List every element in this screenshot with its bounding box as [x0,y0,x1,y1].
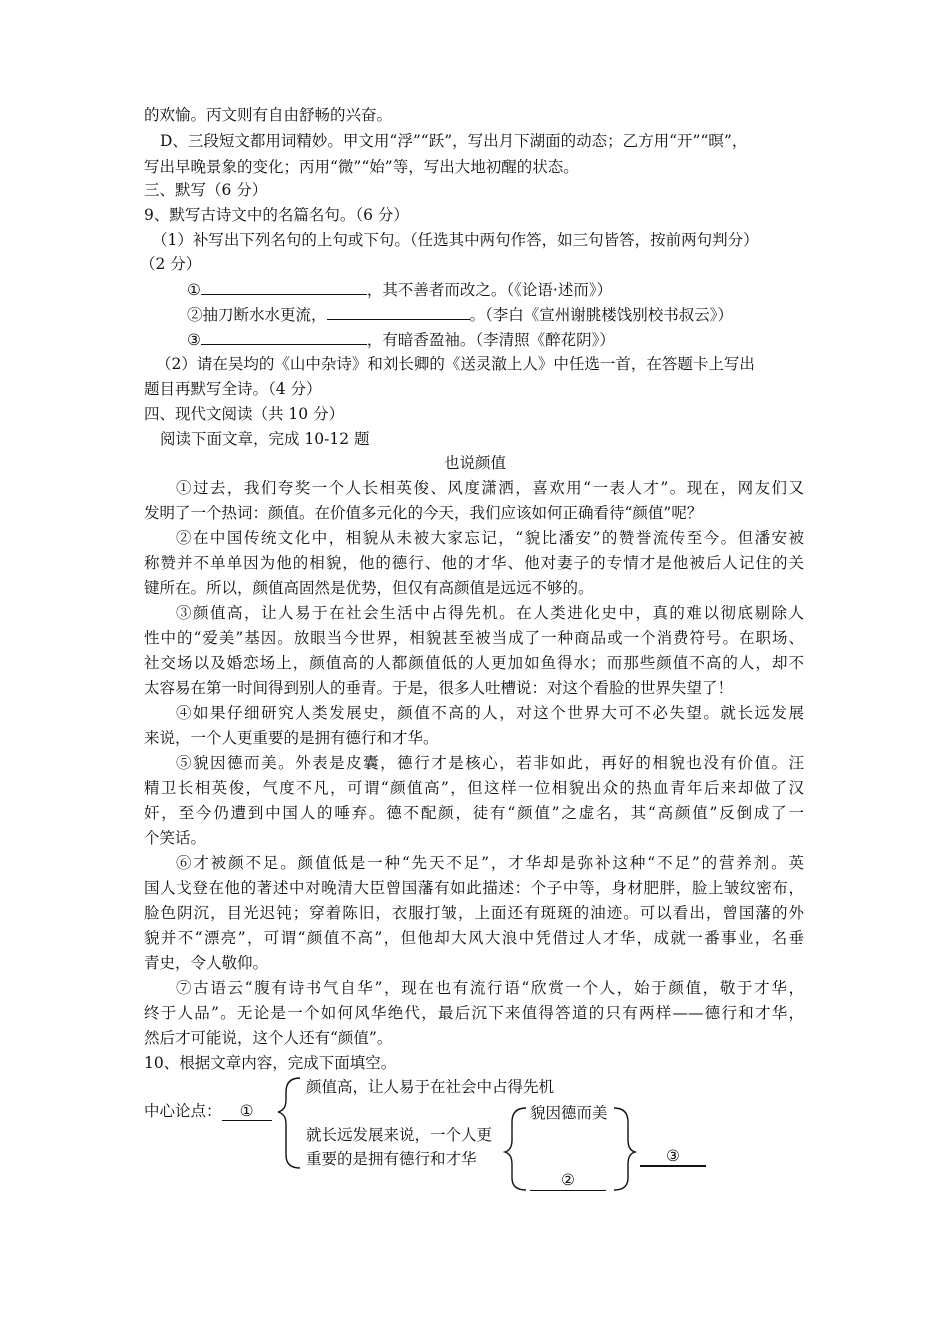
question-heading: 10、根据文章内容，完成下面填空。 [144,1054,397,1072]
paragraph-line: ④如果仔细研究人类发展史，颜值不高的人，对这个世界大可不必失望。就长远发展 [176,704,804,722]
item-text: 。（李白《宣州谢朓楼饯别校书叔云》） [469,306,734,324]
blank-number: ② [561,1171,575,1189]
instruction: 阅读下面文章，完成 10-12 题 [160,430,370,448]
answer-blank[interactable] [201,278,367,295]
paragraph-line: 然后才可能说，这个人还有“颜值”。 [144,1029,393,1047]
paragraph-line: 脸色阴沉，目光迟钝；穿着陈旧，衣服打皱，上面还有斑斑的油迹。可以看出，曾国藩的外 [144,904,804,922]
section-heading: 四、现代文阅读（共 10 分） [144,405,345,423]
blank-number: ① [239,1102,254,1120]
text-line: （1）补写出下列名句的上句或下句。（任选其中两句作答，如三句皆答，按前两句判分） [152,231,759,249]
fill-blank-line [187,278,612,301]
fill-blank-line [187,328,615,351]
answer-blank[interactable] [327,303,470,320]
item-text: ，其不善者而改之。（《论语·述而》） [366,281,613,299]
item-text: ②抽刀断水水更流， [187,306,327,324]
paragraph-line: 来说，一个人更重要的是拥有德行和才华。 [144,729,439,747]
branch-text: 就长远发展来说，一个人更 [306,1126,493,1144]
answer-blank-1[interactable] [222,1103,272,1121]
paragraph-line: 称赞并不单单因为他的相貌，他的德行、他的才华、他对妻子的专情才是他被后人记住的关 [144,554,804,572]
text-line: 题目再默写全诗。（4 分） [144,380,322,398]
fill-blank-line [187,303,733,326]
paragraph-line: 键所在。所以，颜值高固然是优势，但仅有高颜值是远远不够的。 [144,579,594,597]
text-line: 的欢愉。丙文则有自由舒畅的兴奋。 [144,106,393,124]
paragraph-line: ②在中国传统文化中，相貌从未被大家忘记，“貌比潘安”的赞誉流传至今。但潘安被 [176,529,804,547]
paragraph-line: 性中的“爱美”基因。放眼当今世界，相貌甚至被当成了一种商品或一个消费符号。在职场、 [144,629,804,647]
answer-blank-2[interactable] [530,1170,606,1191]
paragraph-line: 貌并不“漂亮”，可谓“颜值不高”，但他却大风大浪中凭借过人才华，成就一番事业，名垂 [144,929,804,947]
section-heading: 三、默写（6 分） [144,181,268,199]
paragraph-line: ③颜值高，让人易于在社会生活中占得先机。在人类进化史中，真的难以彻底剔除人 [176,604,804,622]
paragraph-line: 国人戈登在他的著述中对晚清大臣曾国藩有如此描述：个子中等，身材肥胖，脸上皱纹密布， [144,879,804,897]
left-brace [278,1078,300,1168]
paragraph-line: 精卫长相英俊，气度不凡，可谓“颜值高”，但这样一位相貌出众的热血青年后来却做了汉 [144,779,804,797]
center-label-text: 中心论点： [144,1102,222,1120]
branch-text: 重要的是拥有德行和才华 [306,1150,477,1168]
inner-left-brace [505,1108,526,1190]
paragraph-line: 社交场以及婚恋场上，颜值高的人都颜值低的人更加如鱼得水；而那些颜值不高的人，却不 [144,654,804,672]
right-brace [614,1108,635,1190]
paragraph-line: ①过去，我们夸奖一个人长相英俊、风度潇洒，喜欢用“一表人才”。现在，网友们又 [176,479,804,497]
paragraph-line: 奸，至今仍遭到中国人的唾弃。德不配颜，徒有“颜值”之虚名，其“高颜值”反倒成了一 [144,804,804,822]
answer-blank[interactable] [201,328,367,345]
paragraph-line: ⑤貌因德而美。外表是皮囊，德行才是核心，若非如此，再好的相貌也没有价值。汪 [176,754,804,772]
article-title: 也说颜值 [443,454,506,472]
item-text: ，有暗香盈袖。（李清照《醉花阴》） [366,331,615,349]
text-line: 写出早晚景象的变化；丙用“微”“始”等，写出大地初醒的状态。 [144,158,579,176]
branch-text: 颜值高，让人易于在社会中占得先机 [306,1078,555,1096]
question-heading: 9、默写古诗文中的名篇名句。（6 分） [144,206,409,224]
text-line: （2）请在吴均的《山中杂诗》和刘长卿的《送灵澈上人》中任选一首，在答题卡上写出 [156,355,755,373]
paragraph-line: ⑥才被颜不足。颜值低是一种“先天不足”，才华却是弥补这种“不足”的营养剂。英 [176,854,804,872]
text-line: D、三段短文都用词精妙。甲文用“浮”“跃”，写出月下湖面的动态；乙方用“开”“暝”， [160,132,748,150]
answer-blank-3[interactable] [640,1147,706,1167]
paragraph-line: 青史，令人敬仰。 [144,954,269,972]
item-number: ③ [187,331,201,349]
paragraph-line: 太容易在第一时间得到别人的垂青。于是，很多人吐槽说：对这个看脸的世界失望了！ [144,679,734,697]
text-line: （2 分） [140,255,202,273]
sub-argument: 貌因德而美 [530,1104,608,1122]
paragraph-line: 终于人品”。无论是一个如何风华绝代，最后沉下来值得答道的只有两样——德行和才华， [144,1004,804,1022]
paragraph-line: 个笑话。 [144,829,207,847]
paragraph-line: ⑦古语云“腹有诗书气自华”，现在也有流行语“欣赏一个人，始于颜值，敬于才华， [176,979,804,997]
center-argument-label [144,1100,272,1122]
item-number: ① [187,281,201,299]
blank-number: ③ [666,1147,680,1165]
paragraph-line: 发明了一个热词：颜值。在价值多元化的今天，我们应该如何正确看待“颜值”呢？ [144,504,703,522]
